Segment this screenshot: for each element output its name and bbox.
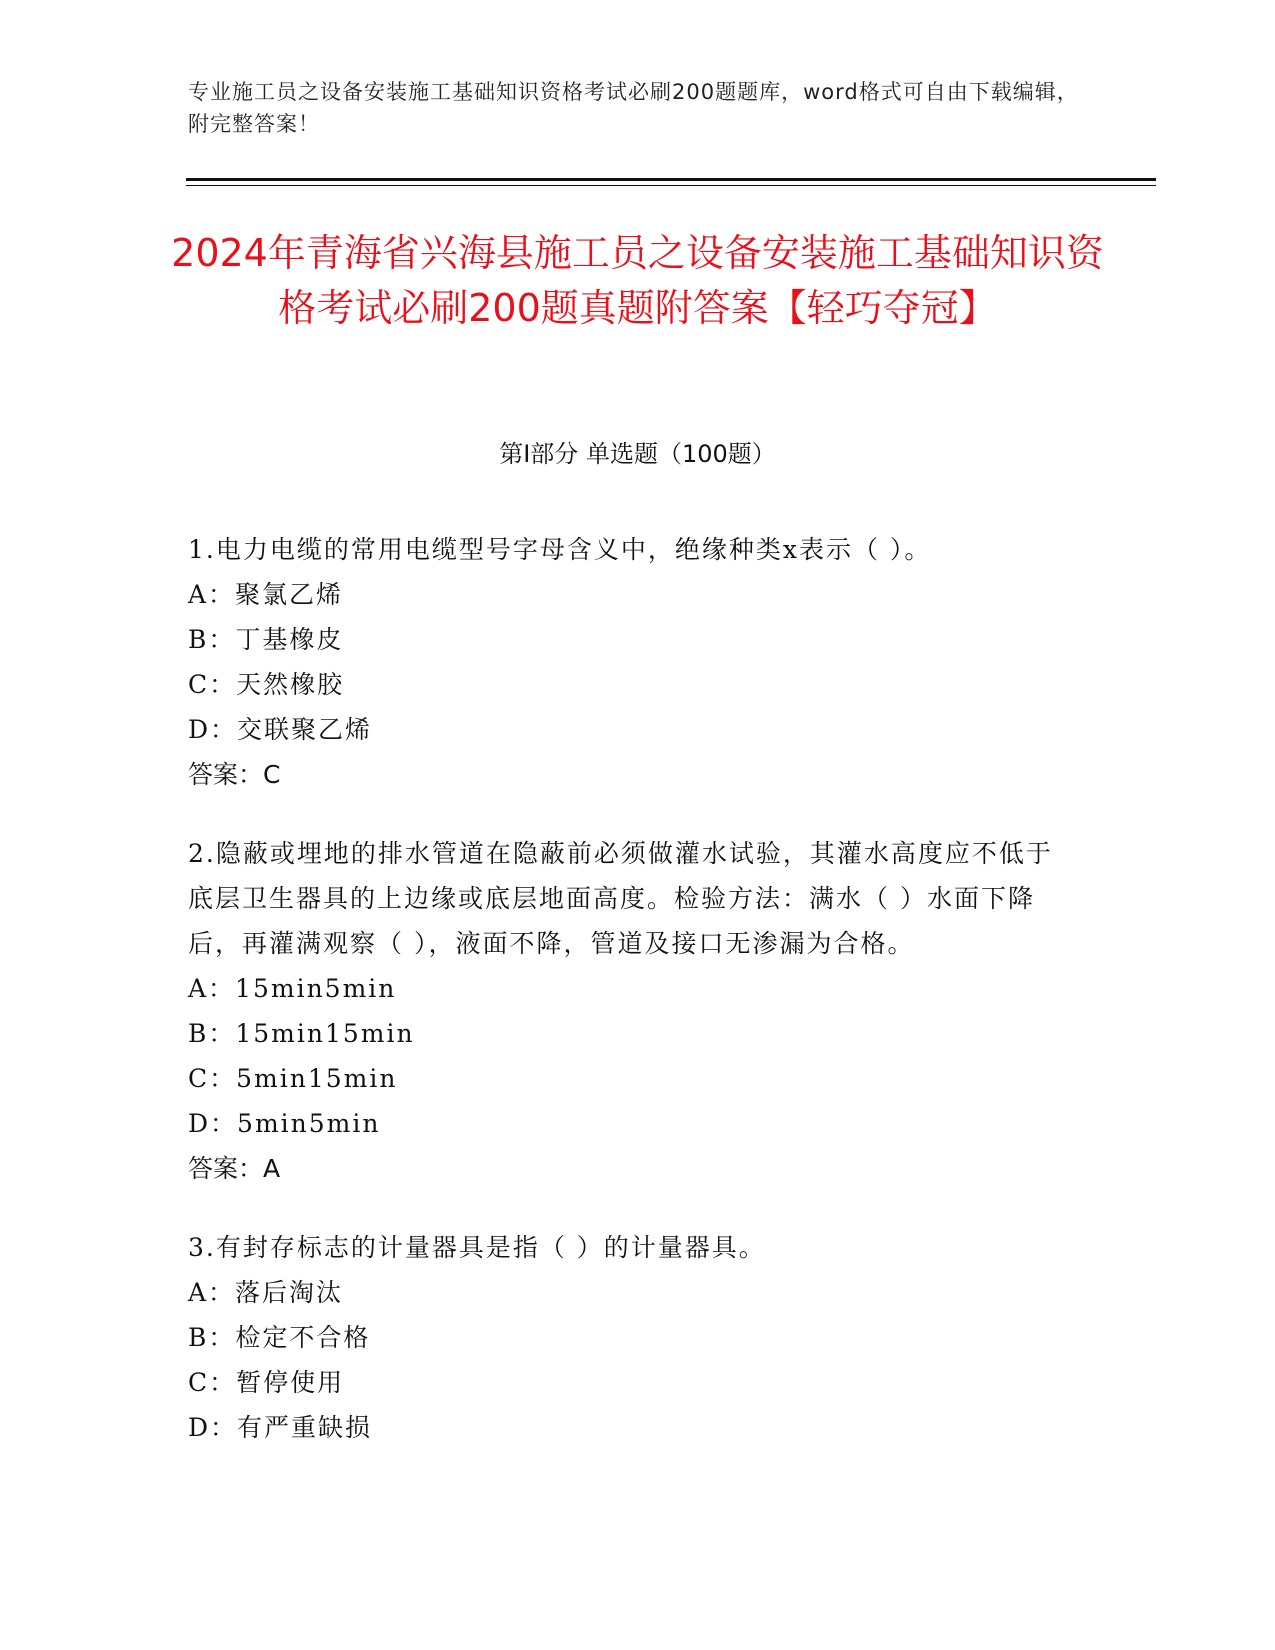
header-divider-thick [186,178,1156,181]
option-d: D：有严重缺损 [188,1413,373,1442]
option-b: B：15min15min [188,1019,415,1048]
option-d: D：5min5min [188,1109,381,1138]
option-a: A：落后淘汰 [188,1278,344,1307]
option-c: C：5min15min [188,1064,398,1093]
header-divider-thin [186,185,1156,186]
question-2 [188,831,1068,1191]
option-c: C：天然橡胶 [188,670,345,699]
option-c: C：暂停使用 [188,1368,345,1397]
question-1 [188,527,1068,797]
section-heading: 第I部分 单选题（100题） [499,440,776,468]
question-stem: 2.隐蔽或埋地的排水管道在隐蔽前必须做灌水试验，其灌水高度应不低于底层卫生器具的上边缘或底层地面高度。检验方法：满水（ ）水面下降后，再灌满观察（ ），液面不降，管道及接口无渗漏为合格。 [188,839,1053,958]
option-b: B：检定不合格 [188,1323,371,1352]
question-stem: 1.电力电缆的常用电缆型号字母含义中，绝缘种类x表示（ ）。 [188,535,932,564]
answer: 答案：C [188,760,281,789]
answer: 答案：A [188,1154,281,1183]
header-note: 专业施工员之设备安装施工基础知识资格考试必刷200题题库，word格式可自由下载编辑，附完整答案！ [188,80,1079,136]
option-a: A：15min5min [188,974,397,1003]
question-3 [188,1225,1068,1450]
document-title: 2024年青海省兴海县施工员之设备安装施工基础知识资格考试必刷200题真题附答案【轻巧夺冠】 [171,231,1104,330]
question-list [188,527,1068,1484]
option-d: D：交联聚乙烯 [188,715,373,744]
option-b: B：丁基橡皮 [188,625,344,654]
question-stem: 3.有封存标志的计量器具是指（ ）的计量器具。 [188,1233,766,1262]
option-a: A：聚氯乙烯 [188,580,344,609]
